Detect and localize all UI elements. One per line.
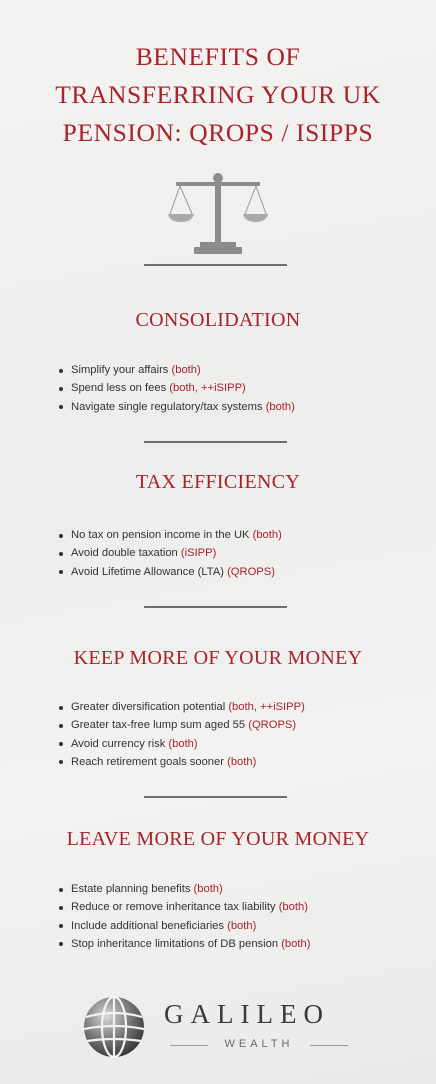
item-tag: (QROPS) xyxy=(227,565,275,578)
brand-tagline: WEALTH xyxy=(164,1038,354,1050)
divider xyxy=(144,796,287,798)
item-text: Reduce or remove inheritance tax liability xyxy=(71,901,279,914)
list-item xyxy=(58,361,295,379)
item-tag: (both) xyxy=(227,755,257,768)
item-tag: (both, ++iSIPP) xyxy=(228,701,305,713)
item-tag: (iSIPP) xyxy=(180,547,217,560)
item-text: No tax on pension income in the UK xyxy=(71,529,253,541)
item-tag: (both) xyxy=(171,364,201,376)
item-text: Include additional beneficiaries xyxy=(71,919,228,932)
item-tag: (both) xyxy=(227,919,257,932)
item-text: Reach retirement goals sooner xyxy=(71,755,228,768)
item-tag: (both) xyxy=(193,883,223,895)
list-item xyxy=(58,526,282,544)
list-item xyxy=(58,935,310,953)
list-item xyxy=(58,735,305,753)
item-text: Navigate single regulatory/tax systems xyxy=(71,400,266,413)
list-item xyxy=(58,563,282,581)
item-tag: (QROPS) xyxy=(248,719,297,732)
item-tag: (both, ++iSIPP) xyxy=(169,382,246,395)
divider xyxy=(144,441,287,443)
consolidation-list xyxy=(58,361,295,416)
divider xyxy=(144,606,287,608)
section-heading-leave-more: LEAVE MORE OF YOUR MONEY xyxy=(66,828,370,850)
item-tag: (both) xyxy=(278,901,308,914)
section-heading-consolidation: CONSOLIDATION xyxy=(135,309,301,331)
item-tag: (both) xyxy=(281,937,311,950)
item-text: Greater diversification potential xyxy=(71,701,229,713)
list-item xyxy=(58,698,305,716)
section-heading-tax-efficiency: TAX EFFICIENCY xyxy=(135,471,301,493)
item-text: Avoid double taxation xyxy=(71,547,181,560)
balance-scale-icon xyxy=(168,168,268,256)
list-item xyxy=(58,716,305,734)
section-heading-keep-more: KEEP MORE OF YOUR MONEY xyxy=(73,647,363,669)
page-title xyxy=(0,38,436,152)
list-item xyxy=(58,379,295,397)
keep-more-list xyxy=(58,698,305,771)
item-text: Stop inheritance limitations of DB pension xyxy=(71,937,282,950)
list-item xyxy=(58,898,310,916)
item-text: Greater tax-free lump sum aged 55 xyxy=(71,719,249,732)
globe-icon xyxy=(82,995,146,1059)
item-text: Estate planning benefits xyxy=(71,883,194,895)
title-line: TRANSFERRING YOUR UK xyxy=(55,80,381,109)
leave-more-list xyxy=(58,880,310,953)
list-item xyxy=(58,753,305,771)
item-tag: (both) xyxy=(252,529,282,541)
title-line: PENSION: QROPS / ISIPPS xyxy=(62,118,374,147)
item-text: Avoid Lifetime Allowance (LTA) xyxy=(71,565,228,578)
list-item xyxy=(58,398,295,416)
brand-name: GALILEO xyxy=(164,999,330,1029)
item-text: Simplify your affairs xyxy=(71,364,172,376)
item-tag: (both) xyxy=(265,400,295,413)
title-line: BENEFITS OF xyxy=(135,42,301,71)
list-item xyxy=(58,544,282,562)
list-item xyxy=(58,917,310,935)
tax-efficiency-list xyxy=(58,526,282,581)
list-item xyxy=(58,880,310,898)
divider xyxy=(144,264,287,266)
galileo-wealth-logo xyxy=(82,995,362,1061)
item-text: Spend less on fees xyxy=(71,382,170,395)
item-text: Avoid currency risk xyxy=(71,737,169,750)
item-tag: (both) xyxy=(168,737,198,750)
